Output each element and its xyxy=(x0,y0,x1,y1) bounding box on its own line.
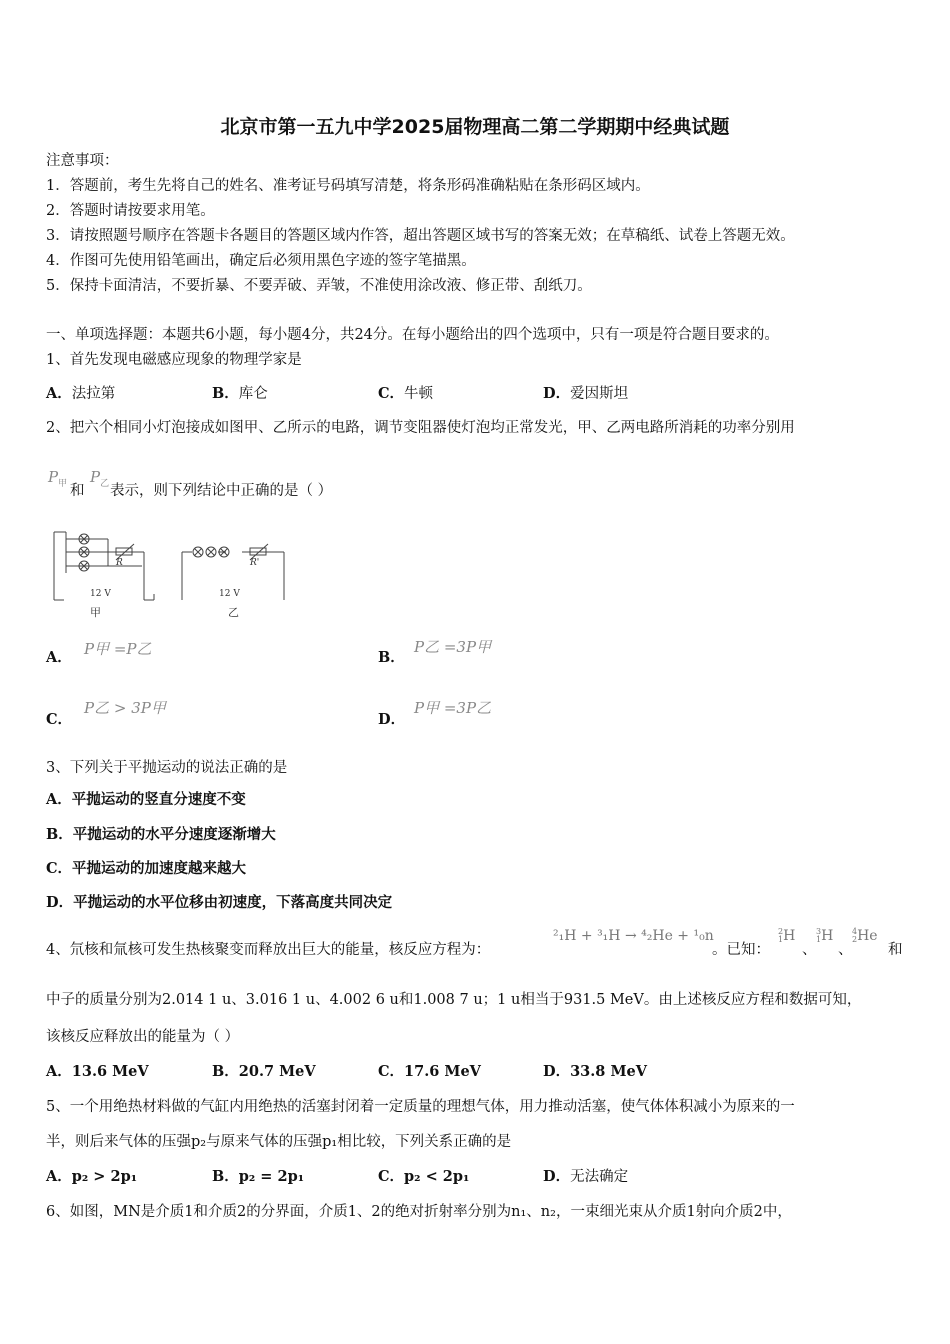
q2-stem-and: 和 xyxy=(70,483,85,499)
q6-stem: 6、如图，MN是介质1和介质2的分界面，介质1、2的绝对折射率分别为n₁、n₂，一束细光束从介质1射向介质2中， xyxy=(46,1204,792,1220)
q5-line2: 半，则后来气体的压强p₂与原来气体的压强p₁相比较，下列关系正确的是 xyxy=(46,1134,512,1150)
voltage-label-jia: 12 V xyxy=(90,589,111,599)
q2-stem: 2、把六个相同小灯泡接成如图甲、乙所示的电路，调节变阻器使灯泡均正常发光，甲、乙两电路所消耗的功率分别用 xyxy=(46,420,795,436)
q4-option-c[interactable]: C．17.6 MeV xyxy=(378,1063,481,1080)
section-heading: 一、单项选择题：本题共6小题，每小题4分，共24分。在每小题给出的四个选项中，只有一项是符合题目要求的。 xyxy=(46,327,779,343)
q4-known: 。已知： xyxy=(712,942,770,958)
q3-option-a[interactable]: A．平抛运动的竖直分速度不变 xyxy=(46,791,246,808)
q4-reaction: ²₁H + ³₁H → ⁴₂He + ¹₀n xyxy=(553,928,714,944)
notice-heading: 注意事项： xyxy=(46,153,119,169)
q4-option-b[interactable]: B．20.7 MeV xyxy=(212,1063,316,1080)
q1-option-a[interactable]: A．法拉第 xyxy=(46,385,116,402)
q4-option-d[interactable]: D．33.8 MeV xyxy=(543,1063,647,1080)
figure-label-yi: 乙 xyxy=(228,606,239,619)
q2-option-c-label[interactable]: C． xyxy=(46,711,73,728)
helium-symbol: 4 2He xyxy=(852,927,878,944)
resistor-label-yi: R' xyxy=(250,558,260,568)
q5-stem: 5、一个用绝热材料做的气缸内用绝热的活塞封闭着一定质量的理想气体，用力推动活塞，使气体体积减小为原来的一 xyxy=(46,1099,795,1115)
notice-item: 2．答题时请按要求用笔。 xyxy=(46,203,215,219)
q5-option-a[interactable]: A．p₂ > 2p₁ xyxy=(46,1168,138,1185)
page-title: 北京市第一五九中学2025届物理高二第二学期期中经典试题 xyxy=(220,116,730,138)
q3-stem: 3、下列关于平抛运动的说法正确的是 xyxy=(46,760,288,776)
q4-and: 和 xyxy=(888,942,903,958)
q2-option-a-label[interactable]: A． xyxy=(46,649,72,666)
q4-line2: 中子的质量分别为2.014 1 u、3.016 1 u、4.002 6 u和1.008 7 u；1 u相当于931.5 MeV。由上述核反应方程和数据可知， xyxy=(46,992,862,1008)
voltage-label-yi: 12 V xyxy=(219,589,240,599)
notice-item: 1．答题前，考生先将自己的姓名、准考证号码填写清楚，将条形码准确粘贴在条形码区域内。 xyxy=(46,178,650,194)
q3-option-b[interactable]: B．平抛运动的水平分速度逐渐增大 xyxy=(46,826,276,843)
notice-item: 3．请按照题号顺序在答题卡各题目的答题区域内作答，超出答题区域书写的答案无效；在草稿纸、试卷上答题无效。 xyxy=(46,228,795,244)
p-jia-symbol: $P_甲$ xyxy=(48,468,68,489)
q2-option-d-formula[interactable]: P甲 =3P乙 xyxy=(414,699,492,717)
notice-item: 5．保持卡面清洁，不要折暴、不要弄破、弄皱，不准使用涂改液、修正带、刮纸刀。 xyxy=(46,278,592,294)
q2-option-c-formula[interactable]: P乙 > 3P甲 xyxy=(84,699,166,717)
q1-option-b[interactable]: B．库仑 xyxy=(212,385,268,402)
separator: 、 xyxy=(838,942,853,958)
figure-label-jia: 甲 xyxy=(90,606,101,619)
resistor-label-jia: R xyxy=(116,558,123,568)
q5-option-d[interactable]: D．无法确定 xyxy=(543,1168,629,1185)
q2-option-b-label[interactable]: B． xyxy=(378,649,405,666)
q4-option-a[interactable]: A．13.6 MeV xyxy=(46,1063,149,1080)
q4-stem: 4、氘核和氚核可发生热核聚变而释放出巨大的能量，核反应方程为： xyxy=(46,942,491,958)
q5-option-c[interactable]: C．p₂ < 2p₁ xyxy=(378,1168,470,1185)
q1-option-c[interactable]: C．牛顿 xyxy=(378,385,434,402)
q1-option-d[interactable]: D．爱因斯坦 xyxy=(543,385,629,402)
q4-line3: 该核反应释放出的能量为（ ） xyxy=(46,1029,240,1045)
tritium-symbol: 3 1H xyxy=(816,927,834,944)
deuterium-symbol: 2 1H xyxy=(778,927,796,944)
q2-option-b-formula[interactable]: P乙 =3P甲 xyxy=(414,638,492,656)
q2-option-d-label[interactable]: D． xyxy=(378,711,406,728)
notice-item: 4．作图可先使用铅笔画出，确定后必须用黑色字迹的签字笔描黑。 xyxy=(46,253,476,269)
q1-stem: 1、首先发现电磁感应现象的物理学家是 xyxy=(46,352,302,368)
q5-option-b[interactable]: B．p₂ = 2p₁ xyxy=(212,1168,305,1185)
circuit-figure xyxy=(46,522,296,622)
separator: 、 xyxy=(802,942,817,958)
p-yi-symbol: $P_乙$ xyxy=(90,468,110,489)
q2-option-a-formula[interactable]: P甲 =P乙 xyxy=(84,640,152,658)
q3-option-c[interactable]: C．平抛运动的加速度越来越大 xyxy=(46,860,247,877)
q3-option-d[interactable]: D．平抛运动的水平位移由初速度，下落高度共同决定 xyxy=(46,894,393,911)
q2-stem-end: 表示，则下列结论中正确的是（ ） xyxy=(110,483,333,499)
